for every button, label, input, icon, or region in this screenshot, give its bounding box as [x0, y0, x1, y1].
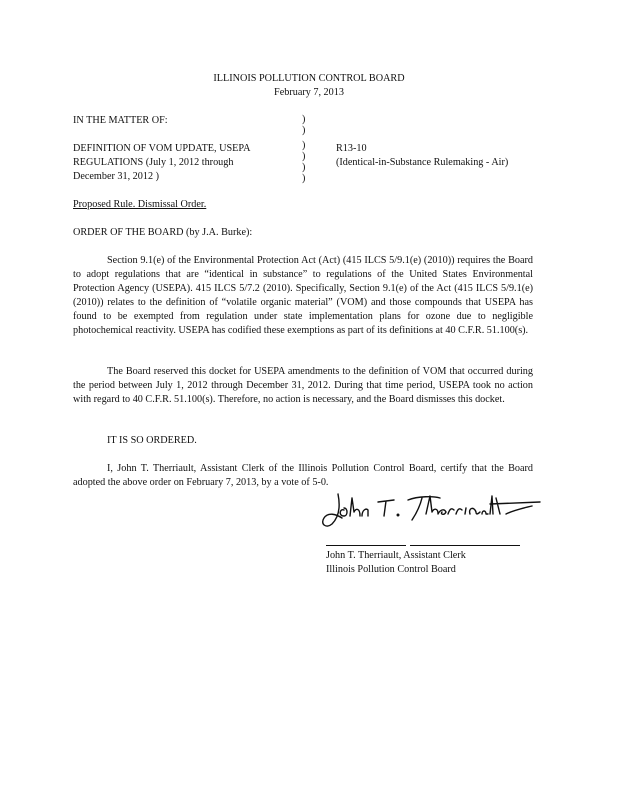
- agency-heading: ILLINOIS POLLUTION CONTROL BOARD: [213, 73, 405, 84]
- order-of-board: ORDER OF THE BOARD (by J.A. Burke):: [73, 227, 253, 238]
- signer-organization: Illinois Pollution Control Board: [326, 564, 456, 575]
- caption-paren: ): [302, 173, 306, 184]
- caption-title-line1: DEFINITION OF VOM UPDATE, USEPA: [73, 143, 251, 154]
- paragraph-docket-reserved: [73, 365, 533, 407]
- signature-line: [326, 545, 406, 546]
- caption-title-line3: December 31, 2012 ): [73, 171, 159, 182]
- so-ordered: IT IS SO ORDERED.: [107, 435, 197, 446]
- caption-paren: ): [302, 151, 306, 162]
- order-date: February 7, 2013: [274, 87, 344, 98]
- paragraph-text: The Board reserved this docket for USEPA amendments to the definition of VOM that occurred during the period between July 1, 2012 through December 31, 2012. During that time period, USEPA took no action with regard to 40 C.F.R. 51.100(s). Therefore, no action is necessary, and the Board dismisses this docket.: [73, 366, 533, 405]
- docket-type: (Identical-in-Substance Rulemaking - Air): [336, 157, 509, 168]
- signer-name-title: John T. Therriault, Assistant Clerk: [326, 550, 466, 561]
- paragraph-section-9-1e: [73, 254, 533, 337]
- in-the-matter: IN THE MATTER OF:: [73, 115, 168, 126]
- caption-title-line2: REGULATIONS (July 1, 2012 through: [73, 157, 234, 168]
- caption-paren: ): [302, 140, 306, 151]
- docket-number: R13-10: [336, 143, 367, 154]
- caption-paren: ): [302, 125, 306, 136]
- handwritten-signature: [318, 484, 546, 536]
- document-type: Proposed Rule. Dismissal Order.: [73, 199, 207, 210]
- caption-paren: ): [302, 162, 306, 173]
- paragraph-text: I, John T. Therriault, Assistant Clerk of the Illinois Pollution Control Board, certify that the Board adopted the above order on February 7, 2013, by a vote of 5-0.: [73, 463, 533, 488]
- caption-paren: ): [302, 114, 306, 125]
- paragraph-text: Section 9.1(e) of the Environmental Protection Act (Act) (415 ILCS 5/9.1(e) (2010)) requires the Board to adopt regulations that are “identical in substance” to regulations of the United States Environmental Protection Agency (USEPA). 415 ILCS 5/7.2 (2010). Specifically, Section 9.1(e) of the Act (415 ILCS 5/9.1(e) (2010)) relates to the definition of “volatile organic material” (VOM) and those compounds that USEPA has found to be exempted from regulation under state implementation plans for ozone due to negligible photochemical reactivity. USEPA has codified these exemptions as part of its definitions at 40 C.F.R. 51.100(s).: [73, 255, 533, 336]
- signature-line: [410, 545, 520, 546]
